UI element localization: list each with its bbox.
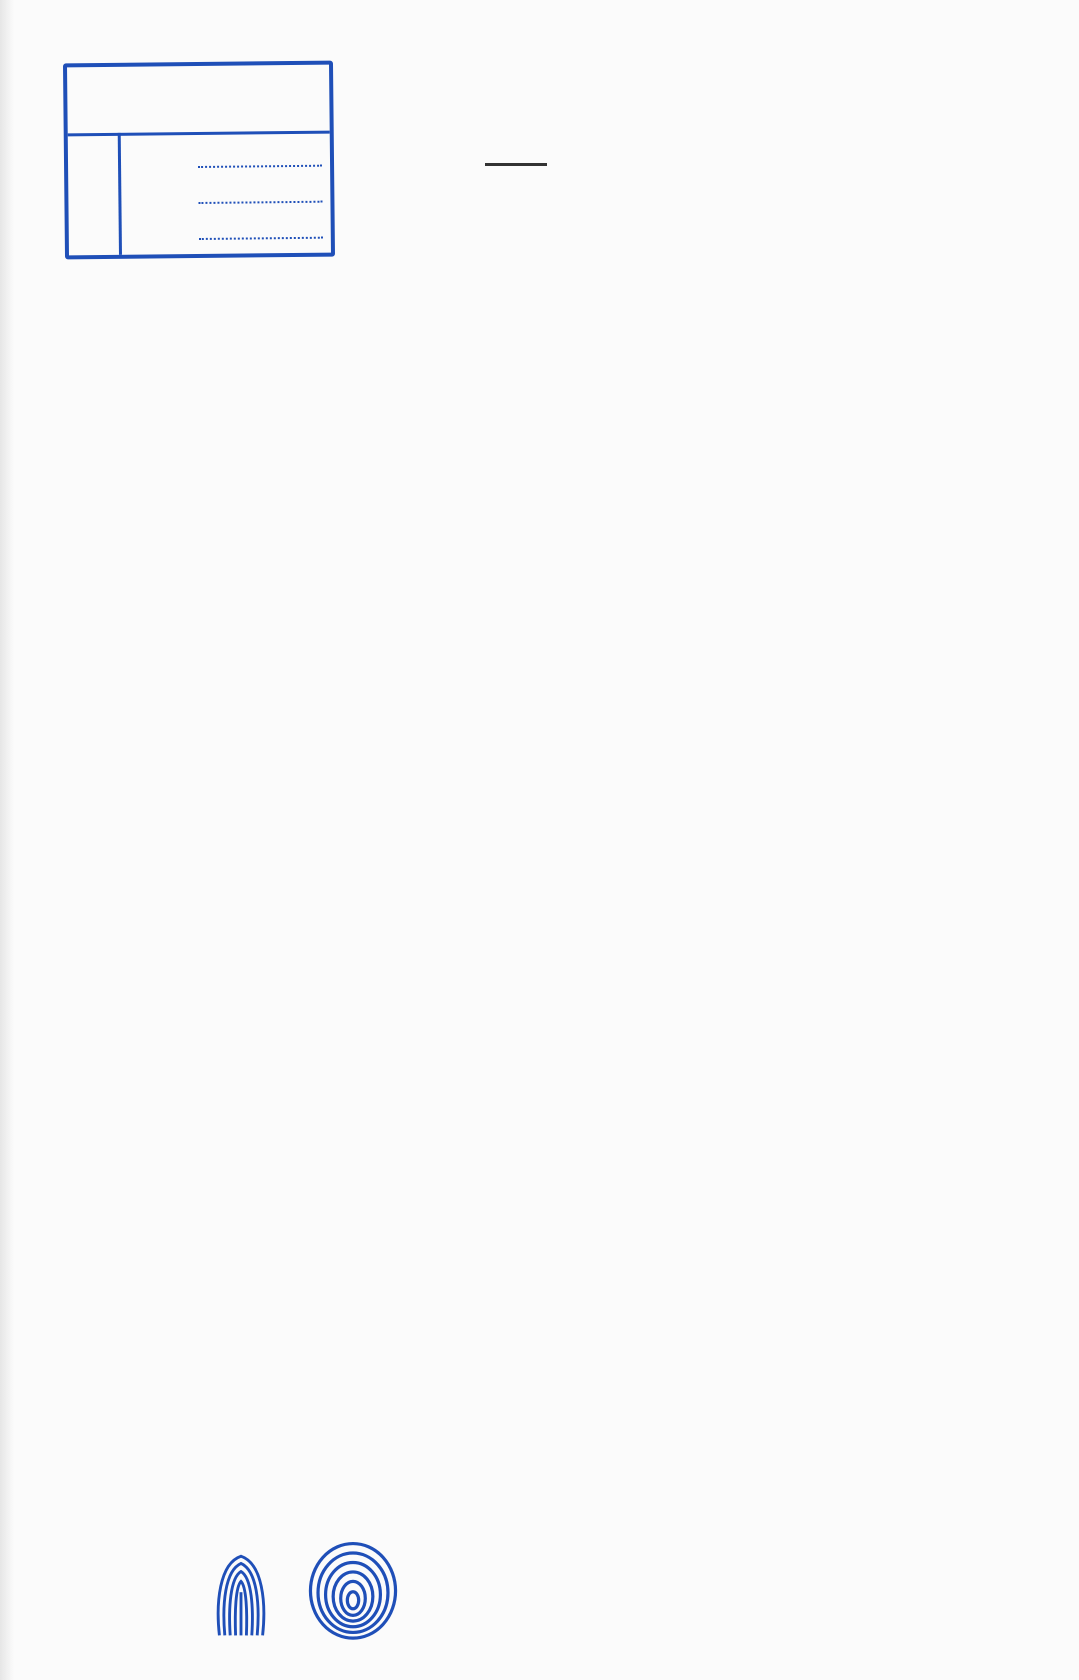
stamp-number-value bbox=[198, 139, 322, 168]
stamp-header bbox=[67, 65, 330, 137]
petitioner1-line bbox=[170, 268, 990, 308]
petitioner1-line bbox=[86, 318, 990, 358]
stamp-received-label bbox=[68, 133, 122, 256]
stamp-time-label bbox=[123, 214, 195, 241]
stamp-ministry bbox=[67, 73, 329, 102]
petitioner2-line bbox=[86, 516, 990, 556]
subject-line bbox=[186, 866, 990, 906]
reference-item3-line bbox=[186, 1266, 990, 1306]
subject-line bbox=[186, 916, 990, 956]
petitioner2-line bbox=[86, 566, 990, 606]
thumbprint-left bbox=[214, 1548, 268, 1640]
stamp-fields bbox=[122, 137, 323, 247]
stamp-number-field bbox=[122, 137, 322, 175]
stamp-date-label bbox=[122, 178, 194, 205]
reference-item4-line bbox=[176, 1366, 990, 1406]
reference-item4-line bbox=[186, 1416, 990, 1456]
motto-heading bbox=[368, 88, 648, 128]
stamp-received-text bbox=[74, 173, 114, 213]
stamp-time-value bbox=[199, 211, 323, 240]
stamp-date-value bbox=[198, 175, 322, 204]
subject-label bbox=[86, 816, 182, 856]
stamp-time-field bbox=[123, 209, 323, 247]
reference-item1-line bbox=[186, 1108, 686, 1148]
reference-item3-line bbox=[186, 1316, 990, 1356]
subject-line bbox=[186, 1016, 990, 1056]
page-number bbox=[912, 1628, 992, 1656]
reference-item1-line bbox=[176, 1058, 990, 1098]
stamp-department bbox=[67, 103, 329, 130]
stamp-number-label bbox=[122, 142, 194, 169]
petitioner1-line bbox=[86, 368, 990, 408]
document-title bbox=[423, 180, 661, 220]
stamp-date-field bbox=[122, 173, 322, 211]
petitioner2-line bbox=[170, 466, 990, 506]
subject-line bbox=[186, 966, 990, 1006]
reference-item2-line bbox=[176, 1162, 990, 1202]
header-divider bbox=[485, 163, 547, 166]
thumbprint-right bbox=[304, 1536, 402, 1640]
reference-item4-line bbox=[186, 1466, 990, 1506]
reference-label bbox=[86, 1058, 176, 1098]
kingdom-heading bbox=[356, 38, 656, 82]
respectfully-heading bbox=[454, 650, 624, 690]
urgent-note bbox=[840, 782, 990, 812]
reference-item3-line bbox=[176, 1216, 990, 1256]
addressee-line bbox=[160, 698, 950, 742]
petitioner1-line bbox=[86, 418, 886, 458]
reception-stamp bbox=[63, 61, 335, 260]
subject-line bbox=[186, 816, 990, 856]
scan-edge-shadow bbox=[0, 0, 14, 1680]
